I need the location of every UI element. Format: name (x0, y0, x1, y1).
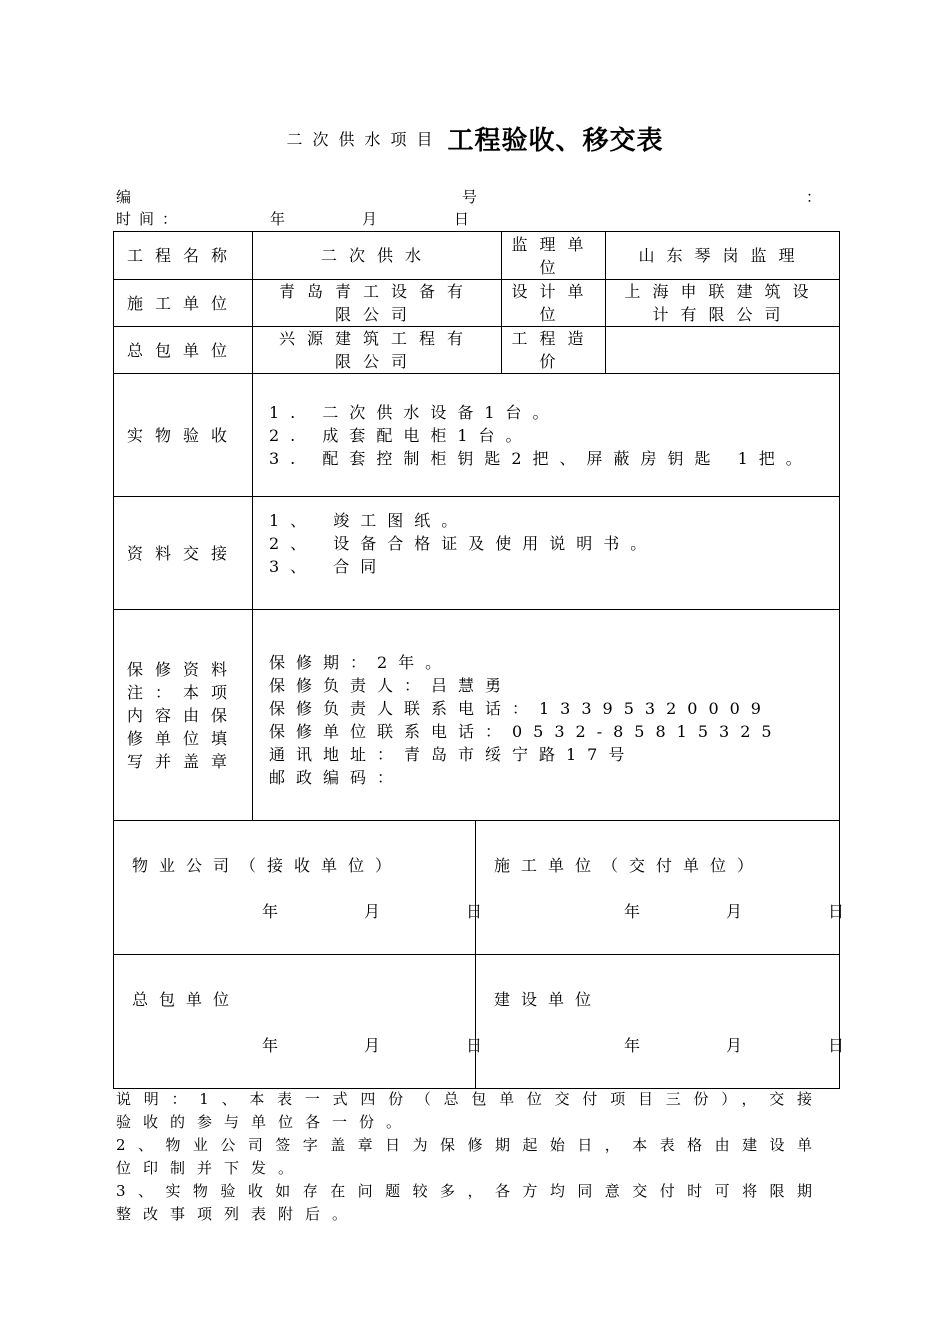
time-line (116, 208, 822, 228)
table-row (114, 497, 840, 610)
date-month: 月 (363, 902, 380, 921)
document-title (0, 120, 950, 157)
time-label: 时间： (116, 210, 186, 228)
list-item: 保修负责人：吕慧勇 (269, 676, 513, 695)
list-item: 3. 配套控制柜钥匙2把、屏蔽房钥匙 1把。 (269, 448, 813, 468)
cost-value (606, 327, 840, 374)
table-row (114, 280, 840, 327)
number-label: 编 (116, 188, 132, 206)
note-line: 2、物业公司签字盖章日为保修期起始日，本表格由建设单位印制并下发。 (116, 1136, 824, 1177)
construction-date (624, 899, 844, 922)
property-signature-cell (114, 821, 482, 955)
documents-items (253, 497, 840, 610)
date-year: 年 (262, 902, 279, 921)
cost-label: 工程造价 (502, 327, 606, 374)
title-prefix: 二次供水项目 (286, 130, 443, 149)
project-name-value: 二次供水 (253, 232, 502, 280)
date-month: 月 (725, 902, 742, 921)
general-contractor-label: 总包单位 (114, 327, 253, 374)
general-date (262, 1033, 482, 1056)
table-row (114, 610, 840, 821)
date-year: 年 (624, 1036, 641, 1055)
date-day: 日 (465, 1036, 482, 1055)
warranty-label: 保修资料 (126, 659, 239, 679)
property-date (262, 899, 482, 922)
warranty-label-cell (114, 610, 253, 821)
list-item: 2. 成套配电柜1台。 (269, 425, 533, 445)
supervisor-label: 监理单位 (502, 232, 606, 280)
date-day: 日 (465, 902, 482, 921)
acceptance-items (253, 374, 840, 497)
list-item: 3、 合同 (269, 557, 388, 576)
list-item: 保修期：2年。 (269, 653, 453, 672)
builder-date (624, 1033, 844, 1056)
constructor-label: 施工单位 (114, 280, 253, 327)
acceptance-label: 实物验收 (114, 374, 253, 497)
acceptance-form-table (113, 231, 844, 1089)
time-day: 日 (454, 210, 478, 228)
general-signature-cell (114, 955, 482, 1089)
time-year: 年 (270, 210, 294, 228)
list-item: 1、 竣工图纸。 (269, 511, 469, 530)
list-item: 保修负责人联系电话：13395320009 (269, 699, 772, 718)
table-row (114, 327, 840, 374)
table-row (114, 955, 840, 1089)
date-year: 年 (262, 1036, 279, 1055)
note-line: 3、实物验收如存在问题较多，各方均同意交付时可将限期整改事项列表附后。 (116, 1182, 824, 1223)
constructor-value: 青岛青工设备有限公司 (253, 280, 502, 327)
table-row (114, 232, 840, 280)
builder-unit-label: 建设单位 (494, 990, 603, 1009)
warranty-note: 注：本项内容由保修单位填写并盖章 (126, 682, 239, 771)
list-item: 通讯地址：青岛市绥宁路17号 (269, 745, 636, 764)
construction-signature-cell (476, 821, 844, 955)
note-line: 说明：1、本表一式四份（总包单位交付项目三份），交接验收的参与单位各一份。 (116, 1090, 824, 1131)
project-name-label: 工程名称 (114, 232, 253, 280)
general-contractor-value: 兴源建筑工程有限公司 (253, 327, 502, 374)
warranty-items (253, 610, 840, 821)
date-day: 日 (827, 1036, 844, 1055)
property-company-label: 物业公司（接收单位） (132, 856, 403, 875)
date-day: 日 (827, 902, 844, 921)
table-row (114, 374, 840, 497)
time-month: 月 (362, 210, 386, 228)
designer-label: 设计单位 (502, 280, 606, 327)
list-item: 1. 二次供水设备1台。 (269, 402, 560, 422)
list-item: 保修单位联系电话：0532-85815325 (269, 722, 783, 741)
footnotes (116, 1088, 824, 1226)
supervisor-value: 山东琴岗监理 (606, 232, 840, 280)
date-year: 年 (624, 902, 641, 921)
documents-label: 资料交接 (114, 497, 253, 610)
designer-value: 上海申联建筑设计有限公司 (606, 280, 840, 327)
table-row (114, 821, 840, 955)
builder-signature-cell (476, 955, 844, 1089)
number-colon: ： (806, 188, 822, 206)
number-mid: 号 (462, 188, 478, 206)
construction-unit-label: 施工单位（交付单位） (494, 856, 765, 875)
number-line (116, 186, 822, 206)
general-contractor-sign-label: 总包单位 (132, 990, 241, 1009)
date-month: 月 (725, 1036, 742, 1055)
title-main: 工程验收、移交表 (447, 126, 664, 156)
date-month: 月 (363, 1036, 380, 1055)
list-item: 邮政编码： (269, 768, 405, 787)
list-item: 2、 设备合格证及使用说明书。 (269, 534, 658, 553)
